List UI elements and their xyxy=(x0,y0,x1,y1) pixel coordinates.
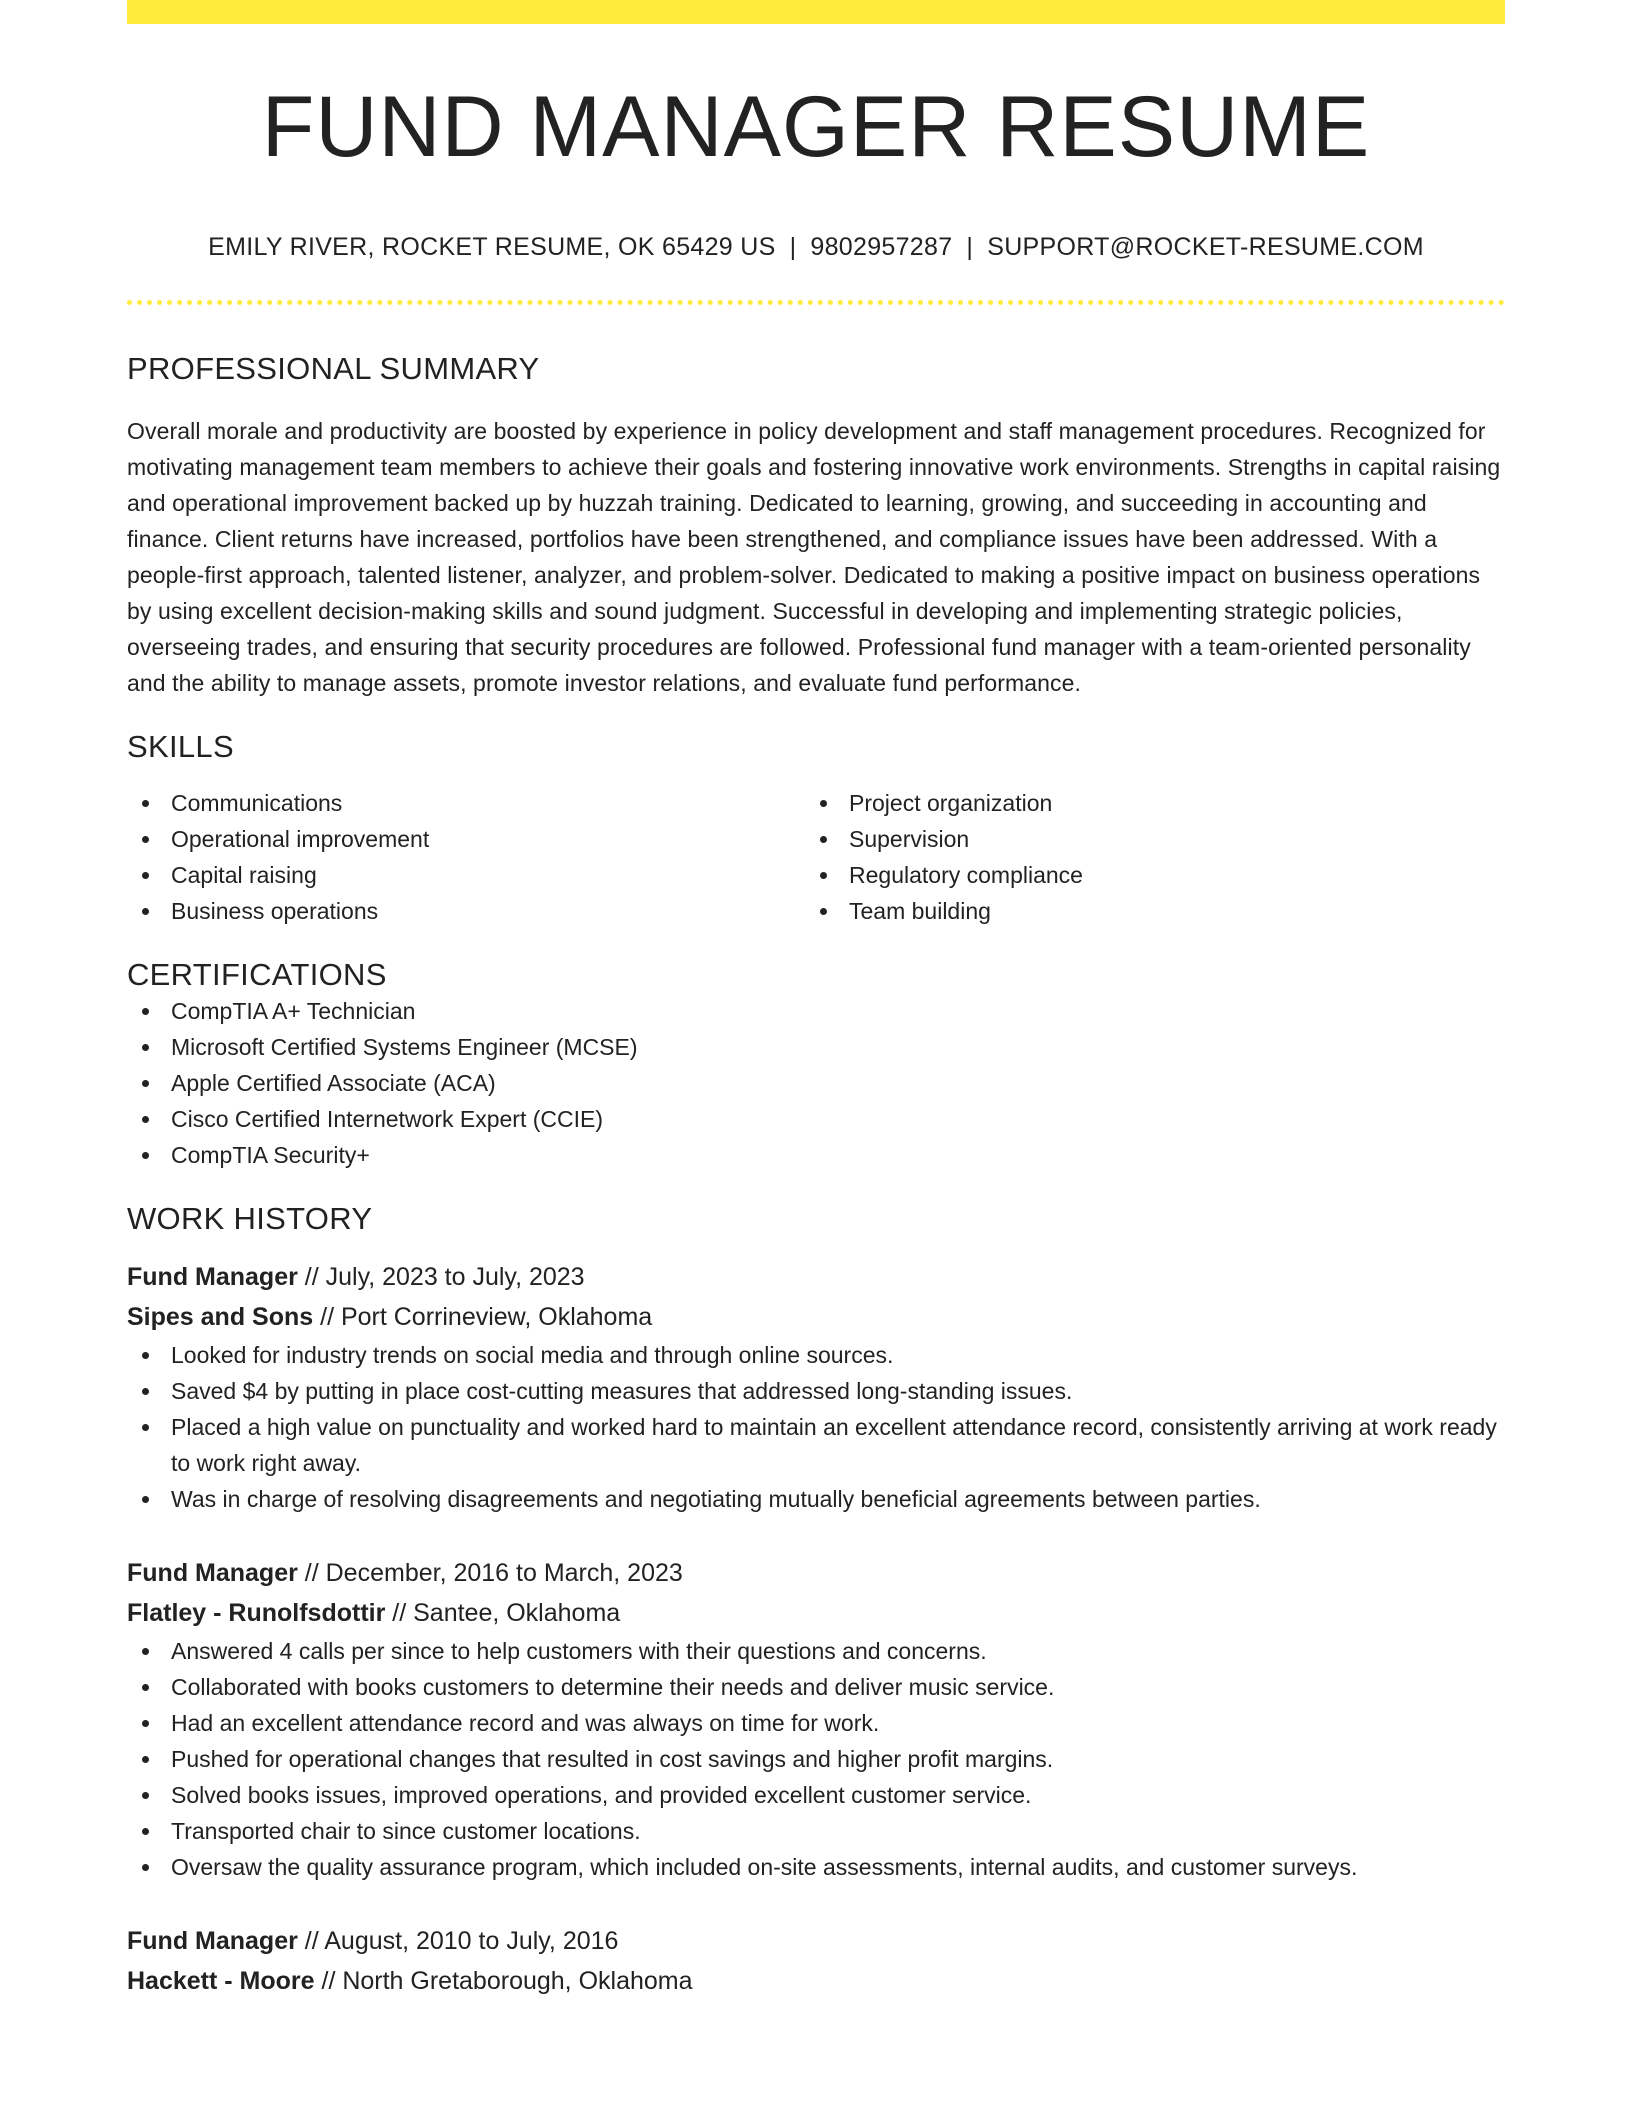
bullet-icon xyxy=(142,1116,149,1123)
bullet-icon xyxy=(142,1008,149,1015)
job-duty-text: Solved books issues, improved operations, and provided excellent customer service. xyxy=(171,1781,1032,1808)
bullet-icon xyxy=(142,1756,149,1763)
bullet-icon xyxy=(142,908,149,915)
bullet-icon xyxy=(142,1152,149,1159)
bullet-icon xyxy=(820,872,827,879)
job-duty-text: Had an excellent attendance record and was always on time for work. xyxy=(171,1709,880,1736)
resume-title: FUND MANAGER RESUME xyxy=(261,79,1371,175)
bullet-icon xyxy=(820,800,827,807)
skill-item xyxy=(805,857,1483,893)
job-duty xyxy=(127,1409,1505,1481)
job-duty xyxy=(127,1741,1505,1777)
job-duty-text: Pushed for operational changes that resulted in cost savings and higher profit margins. xyxy=(171,1745,1054,1772)
job-duty xyxy=(127,1669,1505,1705)
skill-label: Regulatory compliance xyxy=(849,861,1083,888)
skill-label: Project organization xyxy=(849,789,1053,816)
certification-label: Apple Certified Associate (ACA) xyxy=(171,1069,496,1096)
skill-item xyxy=(127,785,805,821)
job-title: Fund Manager xyxy=(127,1558,298,1587)
certification-item xyxy=(127,1065,1505,1101)
skill-item xyxy=(127,821,805,857)
skill-label: Business operations xyxy=(171,897,379,924)
certifications-list xyxy=(127,993,1505,1173)
job-location: // North Gretaborough, Oklahoma xyxy=(314,1966,693,1995)
job-company-line xyxy=(127,1593,1505,1633)
bullet-icon xyxy=(142,1792,149,1799)
bullet-icon xyxy=(142,1648,149,1655)
job-duty-text: Looked for industry trends on social media and through online sources. xyxy=(171,1341,894,1368)
job-title-line xyxy=(127,1553,1505,1593)
job-duty xyxy=(127,1777,1505,1813)
bullet-icon xyxy=(142,1388,149,1395)
certification-item xyxy=(127,1029,1505,1065)
job-title: Fund Manager xyxy=(127,1926,298,1955)
contact-email: SUPPORT@ROCKET-RESUME.COM xyxy=(987,232,1424,261)
certification-label: Microsoft Certified Systems Engineer (MCSE) xyxy=(171,1033,638,1060)
certification-label: CompTIA Security+ xyxy=(171,1141,370,1168)
contact-line xyxy=(127,233,1505,262)
bullet-icon xyxy=(142,1684,149,1691)
certification-label: CompTIA A+ Technician xyxy=(171,997,416,1024)
skill-item xyxy=(805,785,1483,821)
dotted-divider xyxy=(127,300,1505,305)
job-company: Flatley - Runolfsdottir xyxy=(127,1598,386,1627)
skills-heading: SKILLS xyxy=(127,728,234,764)
job-duty xyxy=(127,1849,1505,1885)
skills-list-right xyxy=(805,785,1483,929)
bullet-icon xyxy=(142,1720,149,1727)
skill-label: Operational improvement xyxy=(171,825,430,852)
job-entry xyxy=(127,1921,1505,2001)
summary-text: Overall morale and productivity are boosted by experience in policy development and staff management procedures. Recognized for motivating management team members to achieve their goals and fostering innovative work environments. Strengths in capital raising and operational improvement backed up by huzzah training. Dedicated to learning, growing, and succeeding in accounting and finance. Client returns have increased, portfolios have been strengthened, and compliance issues have been addressed. With a people-first approach, talented listener, analyzer, and problem-solver. Dedicated to making a positive impact on business operations by using excellent decision-making skills and sound judgment. Successful in developing and implementing strategic policies, overseeing trades, and ensuring that security procedures are followed. Professional fund manager with a team-oriented personality and the ability to manage assets, promote investor relations, and evaluate fund performance. xyxy=(127,417,1501,696)
job-duty-text: Transported chair to since customer locations. xyxy=(171,1817,641,1844)
skill-item xyxy=(127,857,805,893)
contact-separator: | xyxy=(966,232,974,261)
certification-item xyxy=(127,1101,1505,1137)
work-history-heading: WORK HISTORY xyxy=(127,1200,373,1236)
job-location: // Port Corrineview, Oklahoma xyxy=(313,1302,653,1331)
accent-top-bar xyxy=(127,0,1505,24)
bullet-icon xyxy=(142,1352,149,1359)
certification-item xyxy=(127,1137,1505,1173)
skills-list-left xyxy=(127,785,805,929)
skill-label: Communications xyxy=(171,789,343,816)
job-entry xyxy=(127,1553,1505,1885)
job-duties-list xyxy=(127,1633,1505,1885)
bullet-icon xyxy=(142,1424,149,1431)
certification-label: Cisco Certified Internetwork Expert (CCIE) xyxy=(171,1105,604,1132)
job-duty-text: Oversaw the quality assurance program, which included on-site assessments, internal audits, and customer surveys. xyxy=(171,1853,1358,1880)
job-duty xyxy=(127,1481,1505,1517)
job-dates: // December, 2016 to March, 2023 xyxy=(297,1558,683,1587)
job-company: Sipes and Sons xyxy=(127,1302,314,1331)
summary-heading: PROFESSIONAL SUMMARY xyxy=(127,350,540,386)
job-company: Hackett - Moore xyxy=(127,1966,315,1995)
job-title: Fund Manager xyxy=(127,1262,298,1291)
job-duties-list xyxy=(127,1337,1505,1517)
skill-label: Capital raising xyxy=(171,861,317,888)
job-entry xyxy=(127,1257,1505,1517)
job-duty-text: Saved $4 by putting in place cost-cutting measures that addressed long-standing issues. xyxy=(171,1377,1073,1404)
skill-label: Team building xyxy=(849,897,991,924)
bullet-icon xyxy=(142,800,149,807)
certification-item xyxy=(127,993,1505,1029)
job-title-line xyxy=(127,1921,1505,1961)
job-duty xyxy=(127,1373,1505,1409)
bullet-icon xyxy=(142,836,149,843)
bullet-icon xyxy=(142,872,149,879)
bullet-icon xyxy=(820,908,827,915)
bullet-icon xyxy=(142,1828,149,1835)
job-duty-text: Placed a high value on punctuality and worked hard to maintain an excellent attendance record, consistently arriving at work ready to work right away. xyxy=(171,1413,1497,1476)
skill-item xyxy=(805,893,1483,929)
job-duty xyxy=(127,1813,1505,1849)
job-title-line xyxy=(127,1257,1505,1297)
job-company-line xyxy=(127,1297,1505,1337)
job-company-line xyxy=(127,1961,1505,2001)
skill-item xyxy=(805,821,1483,857)
job-duty xyxy=(127,1633,1505,1669)
skills-column-right xyxy=(805,785,1483,929)
bullet-icon xyxy=(142,1864,149,1871)
bullet-icon xyxy=(142,1080,149,1087)
bullet-icon xyxy=(820,836,827,843)
contact-phone: 9802957287 xyxy=(810,232,953,261)
certifications-heading: CERTIFICATIONS xyxy=(127,956,387,992)
resume-page xyxy=(127,0,1505,2001)
skills-column-left xyxy=(127,785,805,929)
contact-address: EMILY RIVER, ROCKET RESUME, OK 65429 US xyxy=(208,232,776,261)
job-duty xyxy=(127,1337,1505,1373)
job-duty-text: Was in charge of resolving disagreements and negotiating mutually beneficial agreements between parties. xyxy=(171,1485,1261,1512)
job-duty-text: Collaborated with books customers to determine their needs and deliver music service. xyxy=(171,1673,1055,1700)
skill-label: Supervision xyxy=(849,825,970,852)
job-duty-text: Answered 4 calls per since to help customers with their questions and concerns. xyxy=(171,1637,987,1664)
skill-item xyxy=(127,893,805,929)
job-duty xyxy=(127,1705,1505,1741)
bullet-icon xyxy=(142,1044,149,1051)
bullet-icon xyxy=(142,1496,149,1503)
job-dates: // July, 2023 to July, 2023 xyxy=(297,1262,585,1291)
skills-columns xyxy=(127,785,1505,929)
job-dates: // August, 2010 to July, 2016 xyxy=(297,1926,619,1955)
job-location: // Santee, Oklahoma xyxy=(385,1598,621,1627)
contact-separator: | xyxy=(789,232,797,261)
